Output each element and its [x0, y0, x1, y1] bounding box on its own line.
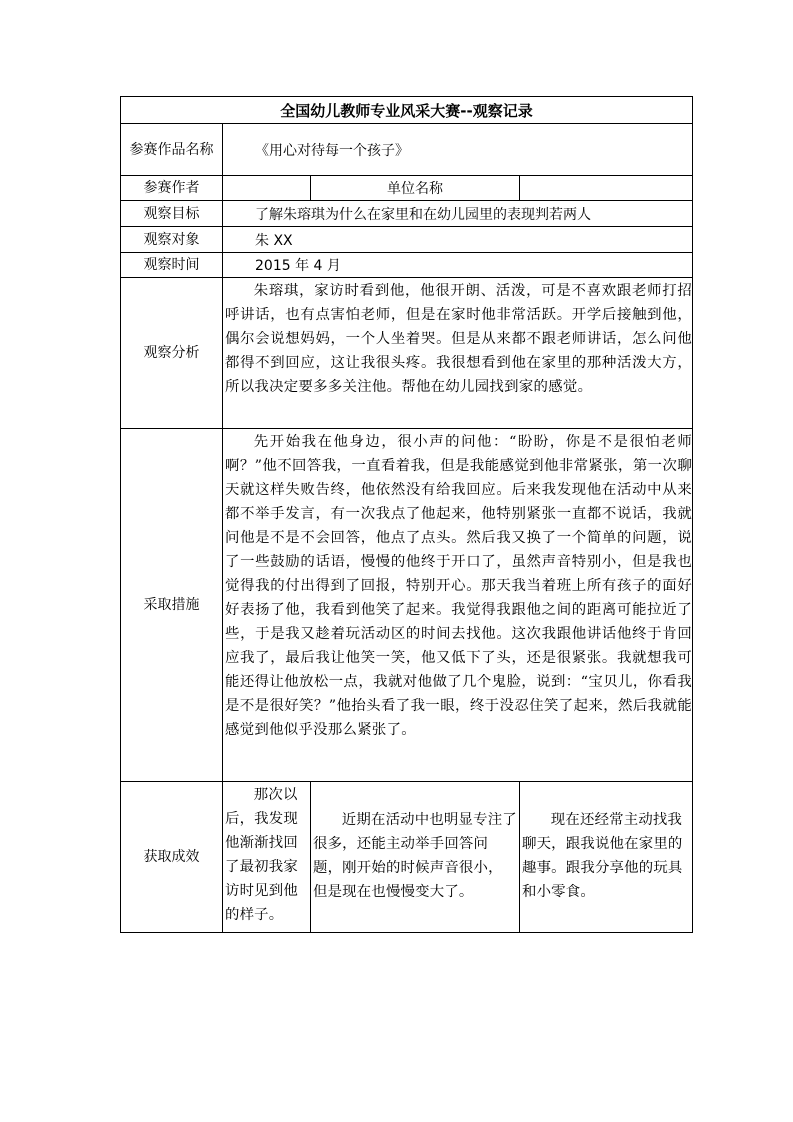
result-1: 那次以后，我发现他渐渐找回了最初我家访时见到他的样子。: [223, 782, 311, 933]
measures-label: 采取措施: [121, 429, 223, 782]
analysis-text: 朱瑢琪，家访时看到他，他很开朗、活泼，可是不喜欢跟老师打招呼讲话，也有点害怕老师，但是在家时他非常活跃。开学后接触到他，偶尔会说想妈妈，一个人坐着哭。但是从来都不跟老师讲话，怎么问他都得不到回应，这让我很头疼。我很想看到他在家里的那种活泼大方，所以我决定要多多关注他。帮他在幼儿园找到家的感觉。: [223, 278, 693, 429]
unit-value: [520, 176, 693, 201]
result-2: 近期在活动中也明显专注了很多，还能主动举手回答问题，刚开始的时候声音很小，但是现在也慢慢变大了。: [311, 782, 520, 933]
results-label: 获取成效: [121, 782, 223, 933]
work-title-label: 参赛作品名称: [121, 124, 223, 176]
goal-value: 了解朱瑢琪为什么在家里和在幼儿园里的表现判若两人: [223, 201, 693, 227]
observation-record-table: [120, 96, 693, 933]
measures-text: 先开始我在他身边，很小声的问他：“盼盼，你是不是很怕老师啊？”他不回答我，一直看着我，但是我能感觉到他非常紧张，第一次聊天就这样失败告终，他依然没有给我回应。后来我发现他在活动中从来都不举手发言，有一次我点了他起来，他特别紧张一直都不说话，我就问他是不是不会回答，他点了点头。然后我又换了一个简单的问题，说了一些鼓励的话语，慢慢的他终于开口了，虽然声音特别小，但是我也觉得我的付出得到了回报，特别开心。那天我当着班上所有孩子的面好好表扬了他，我看到他笑了起来。我觉得我跟他之间的距离可能拉近了些，于是我又趁着玩活动区的时间去找他。这次我跟他讲话他终于肯回应我了，最后我让他笑一笑，他又低下了头，还是很紧张。我就想我可能还得让他放松一点，我就对他做了几个鬼脸，说到：“宝贝儿，你看我是不是很好笑？”他抬头看了我一眼，终于没忍住笑了起来，然后我就能感觉到他似乎没那么紧张了。: [223, 429, 693, 782]
form-title: 全国幼儿教师专业风采大赛--观察记录: [121, 97, 693, 124]
work-title-value: 《用心对待每一个孩子》: [223, 124, 693, 176]
time-value: 2015 年 4 月: [223, 253, 693, 278]
time-label: 观察时间: [121, 253, 223, 278]
analysis-label: 观察分析: [121, 278, 223, 429]
subject-label: 观察对象: [121, 227, 223, 253]
author-label: 参赛作者: [121, 176, 223, 201]
subject-value: 朱 XX: [223, 227, 693, 253]
author-value: [223, 176, 311, 201]
unit-label: 单位名称: [311, 176, 520, 201]
goal-label: 观察目标: [121, 201, 223, 227]
result-3: 现在还经常主动找我聊天，跟我说他在家里的趣事。跟我分享他的玩具和小零食。: [520, 782, 693, 933]
